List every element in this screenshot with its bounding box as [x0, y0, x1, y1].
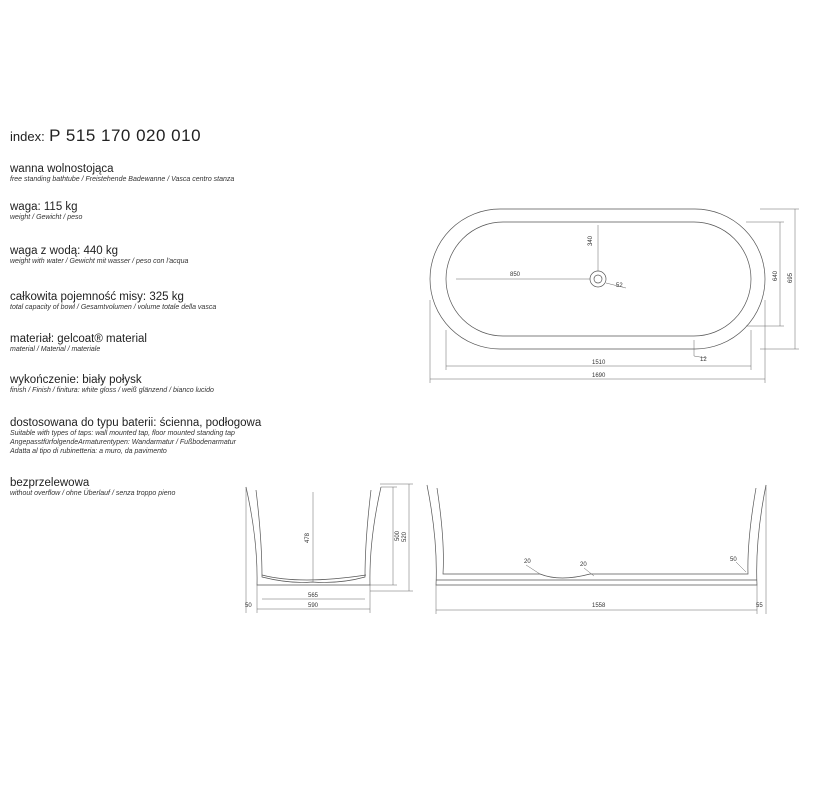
dim-line — [736, 562, 746, 572]
dim-label: 1510 — [592, 360, 606, 366]
spec-subtitle: weight with water / Gewicht mit wasser / peso con l'acqua — [10, 258, 189, 265]
spec-subtitle: Adatta al tipo di rubinetteria: a muro, da pavimento — [10, 448, 167, 455]
dim-label: 50 — [245, 603, 252, 609]
index-value: P 515 170 020 010 — [49, 126, 202, 145]
spec-title: całkowita pojemność misy: 325 kg — [10, 291, 184, 303]
spec-subtitle: without overflow / ohne Überlauf / senza troppo pieno — [10, 490, 176, 497]
dim-label: 590 — [308, 603, 319, 609]
dim-label: 850 — [510, 272, 521, 278]
spec-title: waga: 115 kg — [10, 201, 78, 213]
front-outer-outline — [427, 485, 766, 585]
top-view — [430, 209, 799, 383]
dim-label: 695 — [788, 272, 794, 283]
dim-label: 1558 — [592, 603, 606, 609]
dim-label: 55 — [756, 603, 763, 609]
spec-subtitle: AngepasstfürfolgendeArmaturentypen: Wandarmatur / Fußbodenarmatur — [10, 439, 236, 446]
dim-label: 640 — [773, 270, 779, 281]
front-view — [427, 485, 766, 614]
spec-title: wanna wolnostojąca — [10, 163, 114, 175]
spec-subtitle: Suitable with types of taps: wall mounted tap, floor mounted standing tap — [10, 430, 235, 437]
dim-label: 20 — [524, 559, 531, 565]
side-inner-outline — [256, 490, 371, 582]
side-bottom-line — [262, 575, 366, 580]
dim-line — [526, 565, 540, 574]
front-inner-outline — [437, 488, 756, 578]
spec-title: dostosowana do typu baterii: ścienna, podłogowa — [10, 417, 262, 429]
spec-subtitle: weight / Gewicht / peso — [10, 214, 83, 221]
dim-label: 565 — [308, 593, 319, 599]
drain-outer — [590, 271, 606, 287]
dim-label: 500 — [395, 530, 401, 541]
spec-subtitle: free standing bathtube / Freistehende Badewanne / Vasca centro stanza — [10, 176, 235, 183]
spec-title: waga z wodą: 440 kg — [10, 245, 119, 257]
spec-subtitle: finish / Finish / finitura: white gloss / weiß glänzend / bianco lucido — [10, 387, 214, 394]
index-label: index: — [10, 129, 45, 144]
spec-subtitle: total capacity of bowl / Gesamtvolumen / volume totale della vasca — [10, 304, 217, 311]
drain-inner — [594, 275, 602, 283]
spec-title: wykończenie: biały połysk — [10, 374, 142, 386]
dim-label: 12 — [700, 357, 707, 363]
dim-label: 52 — [616, 283, 623, 289]
spec-title: bezprzelewowa — [10, 477, 90, 489]
dim-label: 1690 — [592, 373, 606, 379]
dim-label: 478 — [305, 532, 311, 543]
dim-label: 50 — [730, 557, 737, 563]
spec-title: materiał: gelcoat® material — [10, 333, 147, 345]
spec-subtitle: material / Material / materiale — [10, 346, 101, 353]
dim-label: 520 — [402, 531, 408, 542]
dim-label: 20 — [580, 562, 587, 568]
side-outer-outline — [246, 487, 381, 585]
side-view — [245, 484, 413, 613]
dim-label: 340 — [588, 235, 594, 246]
